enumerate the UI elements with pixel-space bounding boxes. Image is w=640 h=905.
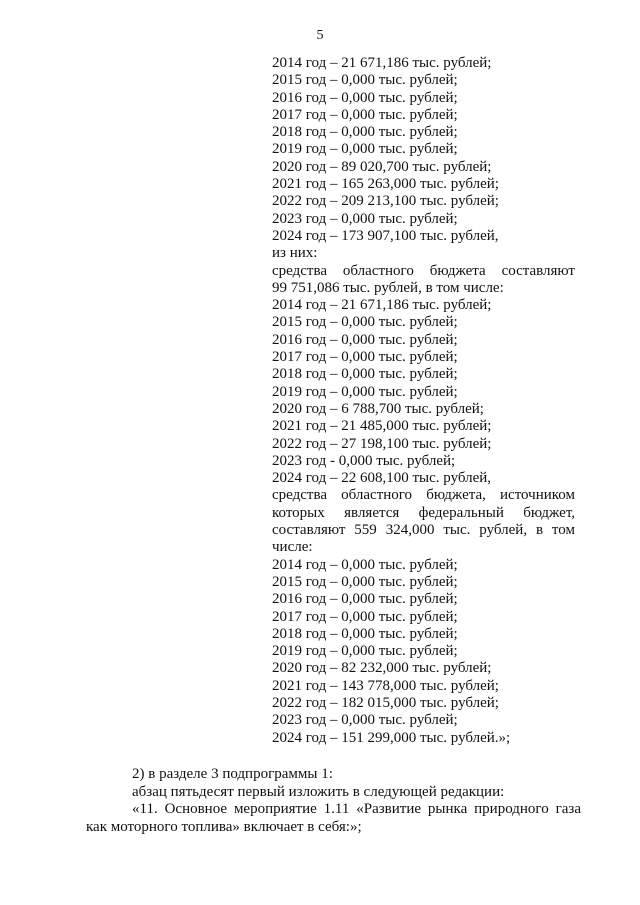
funding-line: 2021 год – 21 485,000 тыс. рублей;: [272, 418, 492, 435]
funding-line: 2015 год – 0,000 тыс. рублей;: [272, 314, 458, 331]
funding-line: 2021 год – 165 263,000 тыс. рублей;: [272, 176, 499, 193]
page-number: 5: [316, 28, 324, 43]
funding-line: 2023 год - 0,000 тыс. рублей;: [272, 452, 456, 469]
funding-line: 2019 год – 0,000 тыс. рублей;: [272, 383, 458, 400]
funding-line: 99 751,086 тыс. рублей, в том числе:: [272, 279, 504, 296]
funding-line: 2024 год – 22 608,100 тыс. рублей,: [272, 470, 492, 487]
funding-line: составляют 559 324,000 тыс. рублей, в том: [272, 522, 575, 539]
funding-line: которых является федеральный бюджет,: [272, 504, 575, 521]
funding-line: 2020 год – 6 788,700 тыс. рублей;: [272, 400, 484, 417]
funding-line: числе:: [272, 539, 313, 556]
funding-line: 2017 год – 0,000 тыс. рублей;: [272, 106, 458, 123]
funding-line: 2015 год – 0,000 тыс. рублей;: [272, 573, 458, 590]
quoted-paragraph-line-2: как моторного топлива» включает в себя:»;: [86, 818, 362, 835]
funding-line: 2018 год – 0,000 тыс. рублей;: [272, 124, 458, 141]
funding-line: средства областного бюджета, источником: [272, 487, 575, 504]
funding-breakdown-column: [272, 55, 575, 747]
funding-line: 2022 год – 27 198,100 тыс. рублей;: [272, 435, 492, 452]
amendment-instruction: абзац пятьдесят первый изложить в следующей редакции:: [132, 783, 505, 800]
funding-line: 2024 год – 151 299,000 тыс. рублей.»;: [272, 729, 511, 746]
funding-line: из них:: [272, 245, 318, 262]
funding-line: 2019 год – 0,000 тыс. рублей;: [272, 141, 458, 158]
funding-line: 2020 год – 89 020,700 тыс. рублей;: [272, 158, 492, 175]
funding-line: 2014 год – 21 671,186 тыс. рублей;: [272, 55, 492, 71]
funding-line: 2017 год – 0,000 тыс. рублей;: [272, 608, 458, 625]
funding-line: 2016 год – 0,000 тыс. рублей;: [272, 591, 458, 608]
funding-line: 2017 год – 0,000 тыс. рублей;: [272, 349, 458, 366]
funding-line: 2020 год – 82 232,000 тыс. рублей;: [272, 660, 492, 677]
funding-line: 2024 год – 173 907,100 тыс. рублей,: [272, 227, 499, 244]
funding-line: 2023 год – 0,000 тыс. рублей;: [272, 712, 458, 729]
funding-line: 2018 год – 0,000 тыс. рублей;: [272, 366, 458, 383]
funding-line: 2023 год – 0,000 тыс. рублей;: [272, 210, 458, 227]
funding-line: средства областного бюджета составляют: [272, 262, 575, 279]
amendment-text: [86, 766, 581, 836]
funding-line: 2018 год – 0,000 тыс. рублей;: [272, 625, 458, 642]
funding-line: 2022 год – 182 015,000 тыс. рублей;: [272, 694, 499, 711]
amendment-item-2: 2) в разделе 3 подпрограммы 1:: [132, 766, 333, 782]
funding-line: 2022 год – 209 213,100 тыс. рублей;: [272, 193, 499, 210]
funding-line: 2016 год – 0,000 тыс. рублей;: [272, 331, 458, 348]
funding-line: 2019 год – 0,000 тыс. рублей;: [272, 643, 458, 660]
funding-line: 2016 год – 0,000 тыс. рублей;: [272, 89, 458, 106]
funding-line: 2021 год – 143 778,000 тыс. рублей;: [272, 677, 499, 694]
quoted-paragraph-line-1: «11. Основное мероприятие 1.11 «Развитие рынка природного газа: [132, 801, 581, 817]
funding-line: 2014 год – 0,000 тыс. рублей;: [272, 556, 458, 573]
funding-line: 2015 год – 0,000 тыс. рублей;: [272, 72, 458, 89]
funding-line: 2014 год – 21 671,186 тыс. рублей;: [272, 297, 492, 314]
